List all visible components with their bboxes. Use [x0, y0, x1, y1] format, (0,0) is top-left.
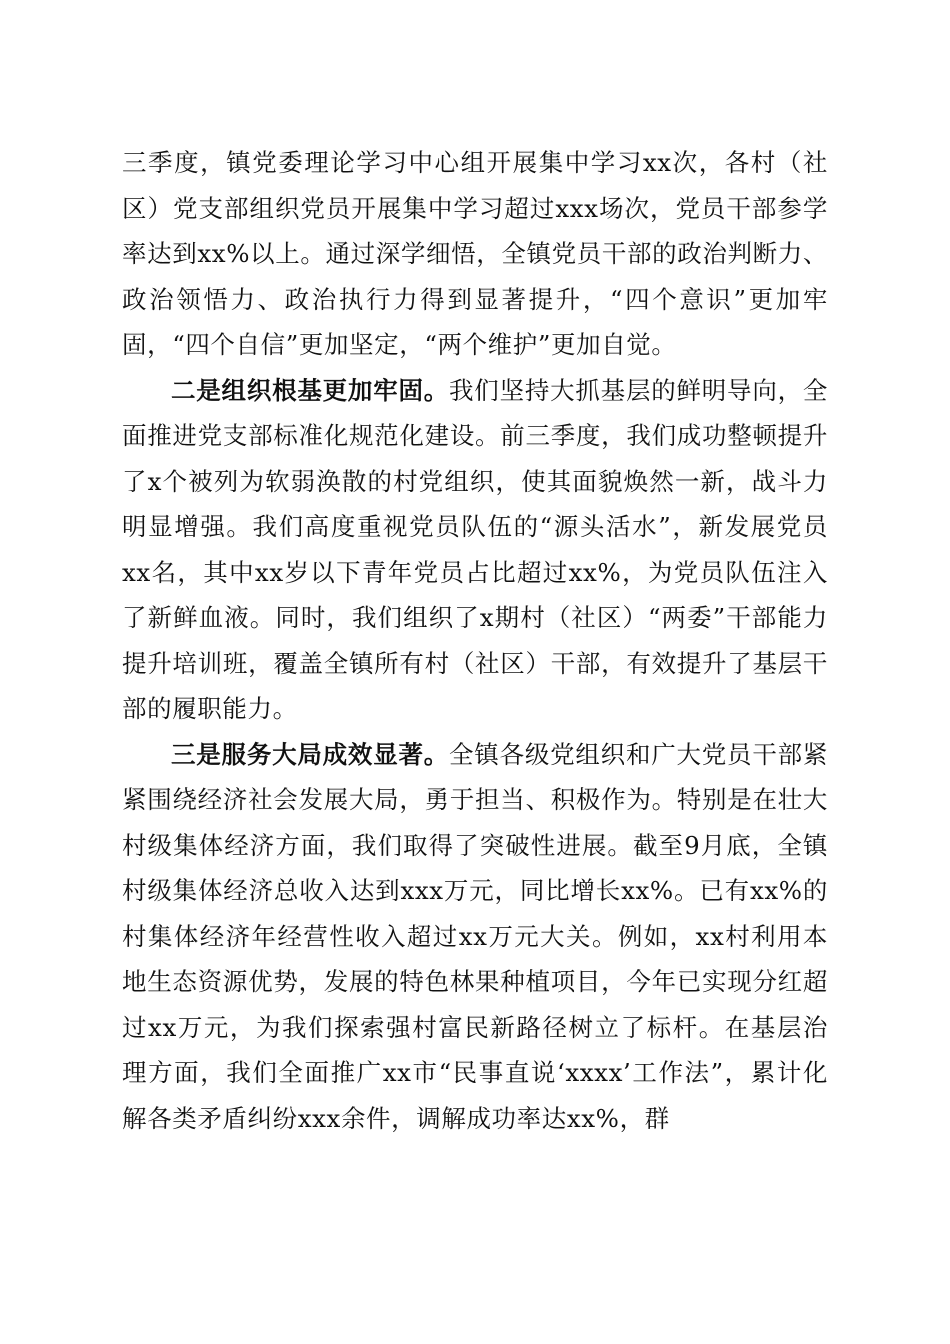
paragraph-study — [122, 140, 828, 368]
paragraph-text: 全镇各级党组织和广大党员干部紧紧围绕经济社会发展大局，勇于担当、积极作为。特别是在壮大村级集体经济方面，我们取得了突破性进展。截至9月底，全镇村级集体经济总收入达到xxx万元，同比增长xx%。已有xx%的村集体经济年经营性收入超过xx万元大关。例如，xx村利用本地生态资源优势，发展的特色林果种植项目，今年已实现分红超过xx万元，为我们探索强村富民新路径树立了标杆。在基层治理方面，我们全面推广xx市“民事直说‘xxxx’工作法”，累计化解各类矛盾纠纷xxx余件，调解成功率达xx%，群 — [122, 739, 828, 1133]
paragraph-lead: 二是组织根基更加牢固。 — [171, 375, 450, 405]
paragraph-organization — [122, 368, 828, 732]
paragraph-service — [122, 732, 828, 1142]
paragraph-text: 三季度，镇党委理论学习中心组开展集中学习xx次，各村（社区）党支部组织党员开展集中学习超过xxx场次，党员干部参学率达到xx%以上。通过深学细悟，全镇党员干部的政治判断力、政治领悟力、政治执行力得到显著提升，“四个意识”更加牢固，“四个自信”更加坚定，“两个维护”更加自觉。 — [122, 148, 828, 359]
document-body — [122, 140, 828, 1141]
paragraph-lead: 三是服务大局成效显著。 — [171, 739, 450, 769]
paragraph-text: 我们坚持大抓基层的鲜明导向，全面推进党支部标准化规范化建设。前三季度，我们成功整顿提升了x个被列为软弱涣散的村党组织，使其面貌焕然一新，战斗力明显增强。我们高度重视党员队伍的“源头活水”，新发展党员xx名，其中xx岁以下青年党员占比超过xx%，为党员队伍注入了新鲜血液。同时，我们组织了x期村（社区）“两委”干部能力提升培训班，覆盖全镇所有村（社区）干部，有效提升了基层干部的履职能力。 — [122, 375, 828, 723]
